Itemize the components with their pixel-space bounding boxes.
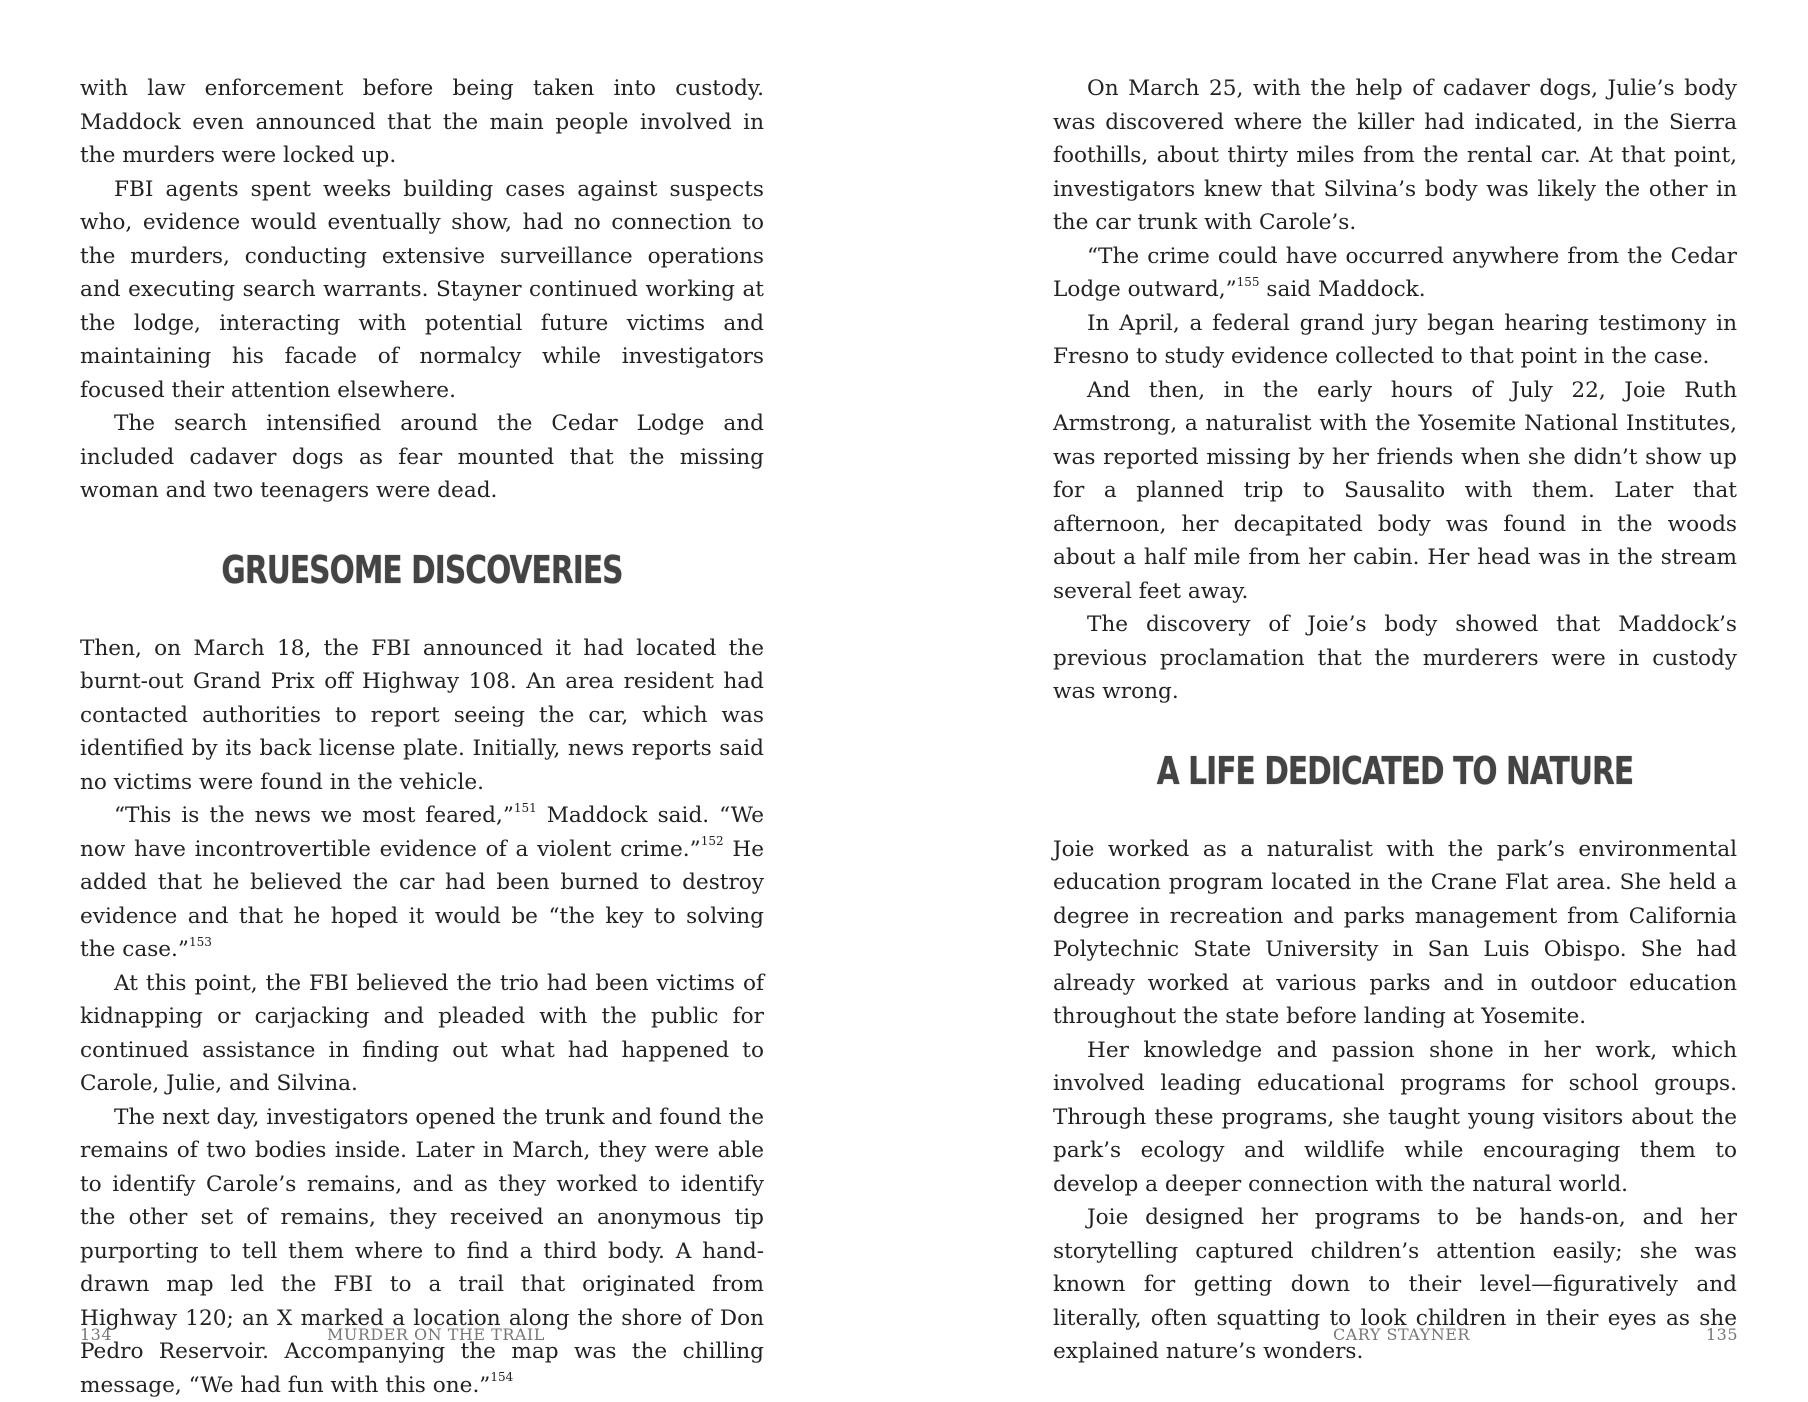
- paragraph-text: “The crime could have occurred anywhere from the Cedar Lodge outward,”: [1053, 244, 1737, 303]
- section-heading-a-life-dedicated-to-nature: A LIFE DEDICATED TO NATURE: [1128, 709, 1662, 833]
- paragraph: The search intensified around the Cedar Lodge and included cadaver dogs as fear mounted that the missing woman and two teenagers were dead.: [80, 407, 764, 508]
- paragraph-text: said Maddock.: [1260, 277, 1426, 302]
- paragraph-text: Maddock said. “We now have incontrovertible evidence of a violent crime.”: [80, 803, 764, 862]
- footnote-ref: 152: [701, 834, 724, 848]
- right-text-column: [1053, 72, 1737, 1369]
- paragraph: Joie designed her programs to be hands-on, and her storytelling captured children’s attention easily; she was known for getting down to their level—figuratively and literally, often squatting to look children in their eyes as she explained nature’s wonders.: [1053, 1201, 1737, 1369]
- running-head-left: MURDER ON THE TRAIL: [327, 1325, 545, 1344]
- running-head-right: CARY STAYNER: [1333, 1325, 1470, 1344]
- paragraph: And then, in the early hours of July 22, Joie Ruth Armstrong, a naturalist with the Yosemite National Institutes, was reported missing by her friends when she didn’t show up for a planned trip to Sausalito with them. Later that afternoon, her decapitated body was found in the woods about a half mile from her cabin. Her head was in the stream several feet away.: [1053, 374, 1737, 609]
- paragraph: with law enforcement before being taken into custody. Maddock even announced that the main people involved in the murders were locked up.: [80, 72, 764, 173]
- page-number-right: 135: [1706, 1325, 1738, 1344]
- left-text-column: [80, 72, 764, 1402]
- footnote-ref: 151: [514, 801, 537, 815]
- footnote-ref: 153: [189, 935, 212, 949]
- paragraph: At this point, the FBI believed the trio had been victims of kidnapping or carjacking and pleaded with the public for continued assistance in finding out what had happened to Carole, Julie, and Silvina.: [80, 967, 764, 1101]
- paragraph: Joie worked as a naturalist with the park’s environmental education program located in the Crane Flat area. She held a degree in recreation and parks management from California Polytechnic State University in San Luis Obispo. She had already worked at various parks and in outdoor education throughout the state before landing at Yosemite.: [1053, 833, 1737, 1034]
- paragraph: Then, on March 18, the FBI announced it had located the burnt-out Grand Prix off Highway 108. An area resident had contacted authorities to report seeing the car, which was identified by its back license plate. Initially, news reports said no victims were found in the vehicle.: [80, 632, 764, 800]
- paragraph: On March 25, with the help of cadaver dogs, Julie’s body was discovered where the killer had indicated, in the Sierra foothills, about thirty miles from the rental car. At that point, investigators knew that Silvina’s body was likely the other in the car trunk with Carole’s.: [1053, 72, 1737, 240]
- paragraph-text: He added that he believed the car had been burned to destroy evidence and that he hoped it would be “the key to solving the case.”: [80, 837, 764, 963]
- paragraph: Her knowledge and passion shone in her work, which involved leading educational programs for school groups. Through these programs, she taught young visitors about the park’s ecology and wildlife while encouraging them to develop a deeper connection with the natural world.: [1053, 1034, 1737, 1202]
- paragraph: The discovery of Joie’s body showed that Maddock’s previous proclamation that the murderers were in custody was wrong.: [1053, 608, 1737, 709]
- paragraph-text: “This is the news we most feared,”: [114, 803, 514, 828]
- paragraph: FBI agents spent weeks building cases against suspects who, evidence would eventually show, had no connection to the murders, conducting extensive surveillance operations and executing search warrants. Stayner continued working at the lodge, interacting with potential future victims and maintaining his facade of normalcy while investigators focused their attention elsewhere.: [80, 173, 764, 408]
- footnote-ref: 154: [490, 1370, 513, 1384]
- paragraph: [1053, 240, 1737, 307]
- section-heading-gruesome-discoveries: GRUESOME DISCOVERIES: [155, 508, 689, 632]
- right-page: [904, 0, 1808, 1396]
- page-number-left: 134: [80, 1325, 112, 1344]
- left-page: [0, 0, 904, 1396]
- paragraph-text: The next day, investigators opened the trunk and found the remains of two bodies inside. Later in March, they were able to identify Carole’s remains, and as they worked to identify the other set of remains, they received an anonymous tip purporting to tell them where to find a third body. A hand-drawn map led the FBI to a trail that originated from Highway 120; an X marked a location along the shore of Don Pedro Reservoir. Accompanying the map was the chilling message, “We had fun with this one.”: [80, 1105, 764, 1398]
- paragraph: In April, a federal grand jury began hearing testimony in Fresno to study evidence collected to that point in the case.: [1053, 307, 1737, 374]
- footnote-ref: 155: [1237, 275, 1260, 289]
- paragraph: [80, 1101, 764, 1402]
- paragraph: [80, 799, 764, 967]
